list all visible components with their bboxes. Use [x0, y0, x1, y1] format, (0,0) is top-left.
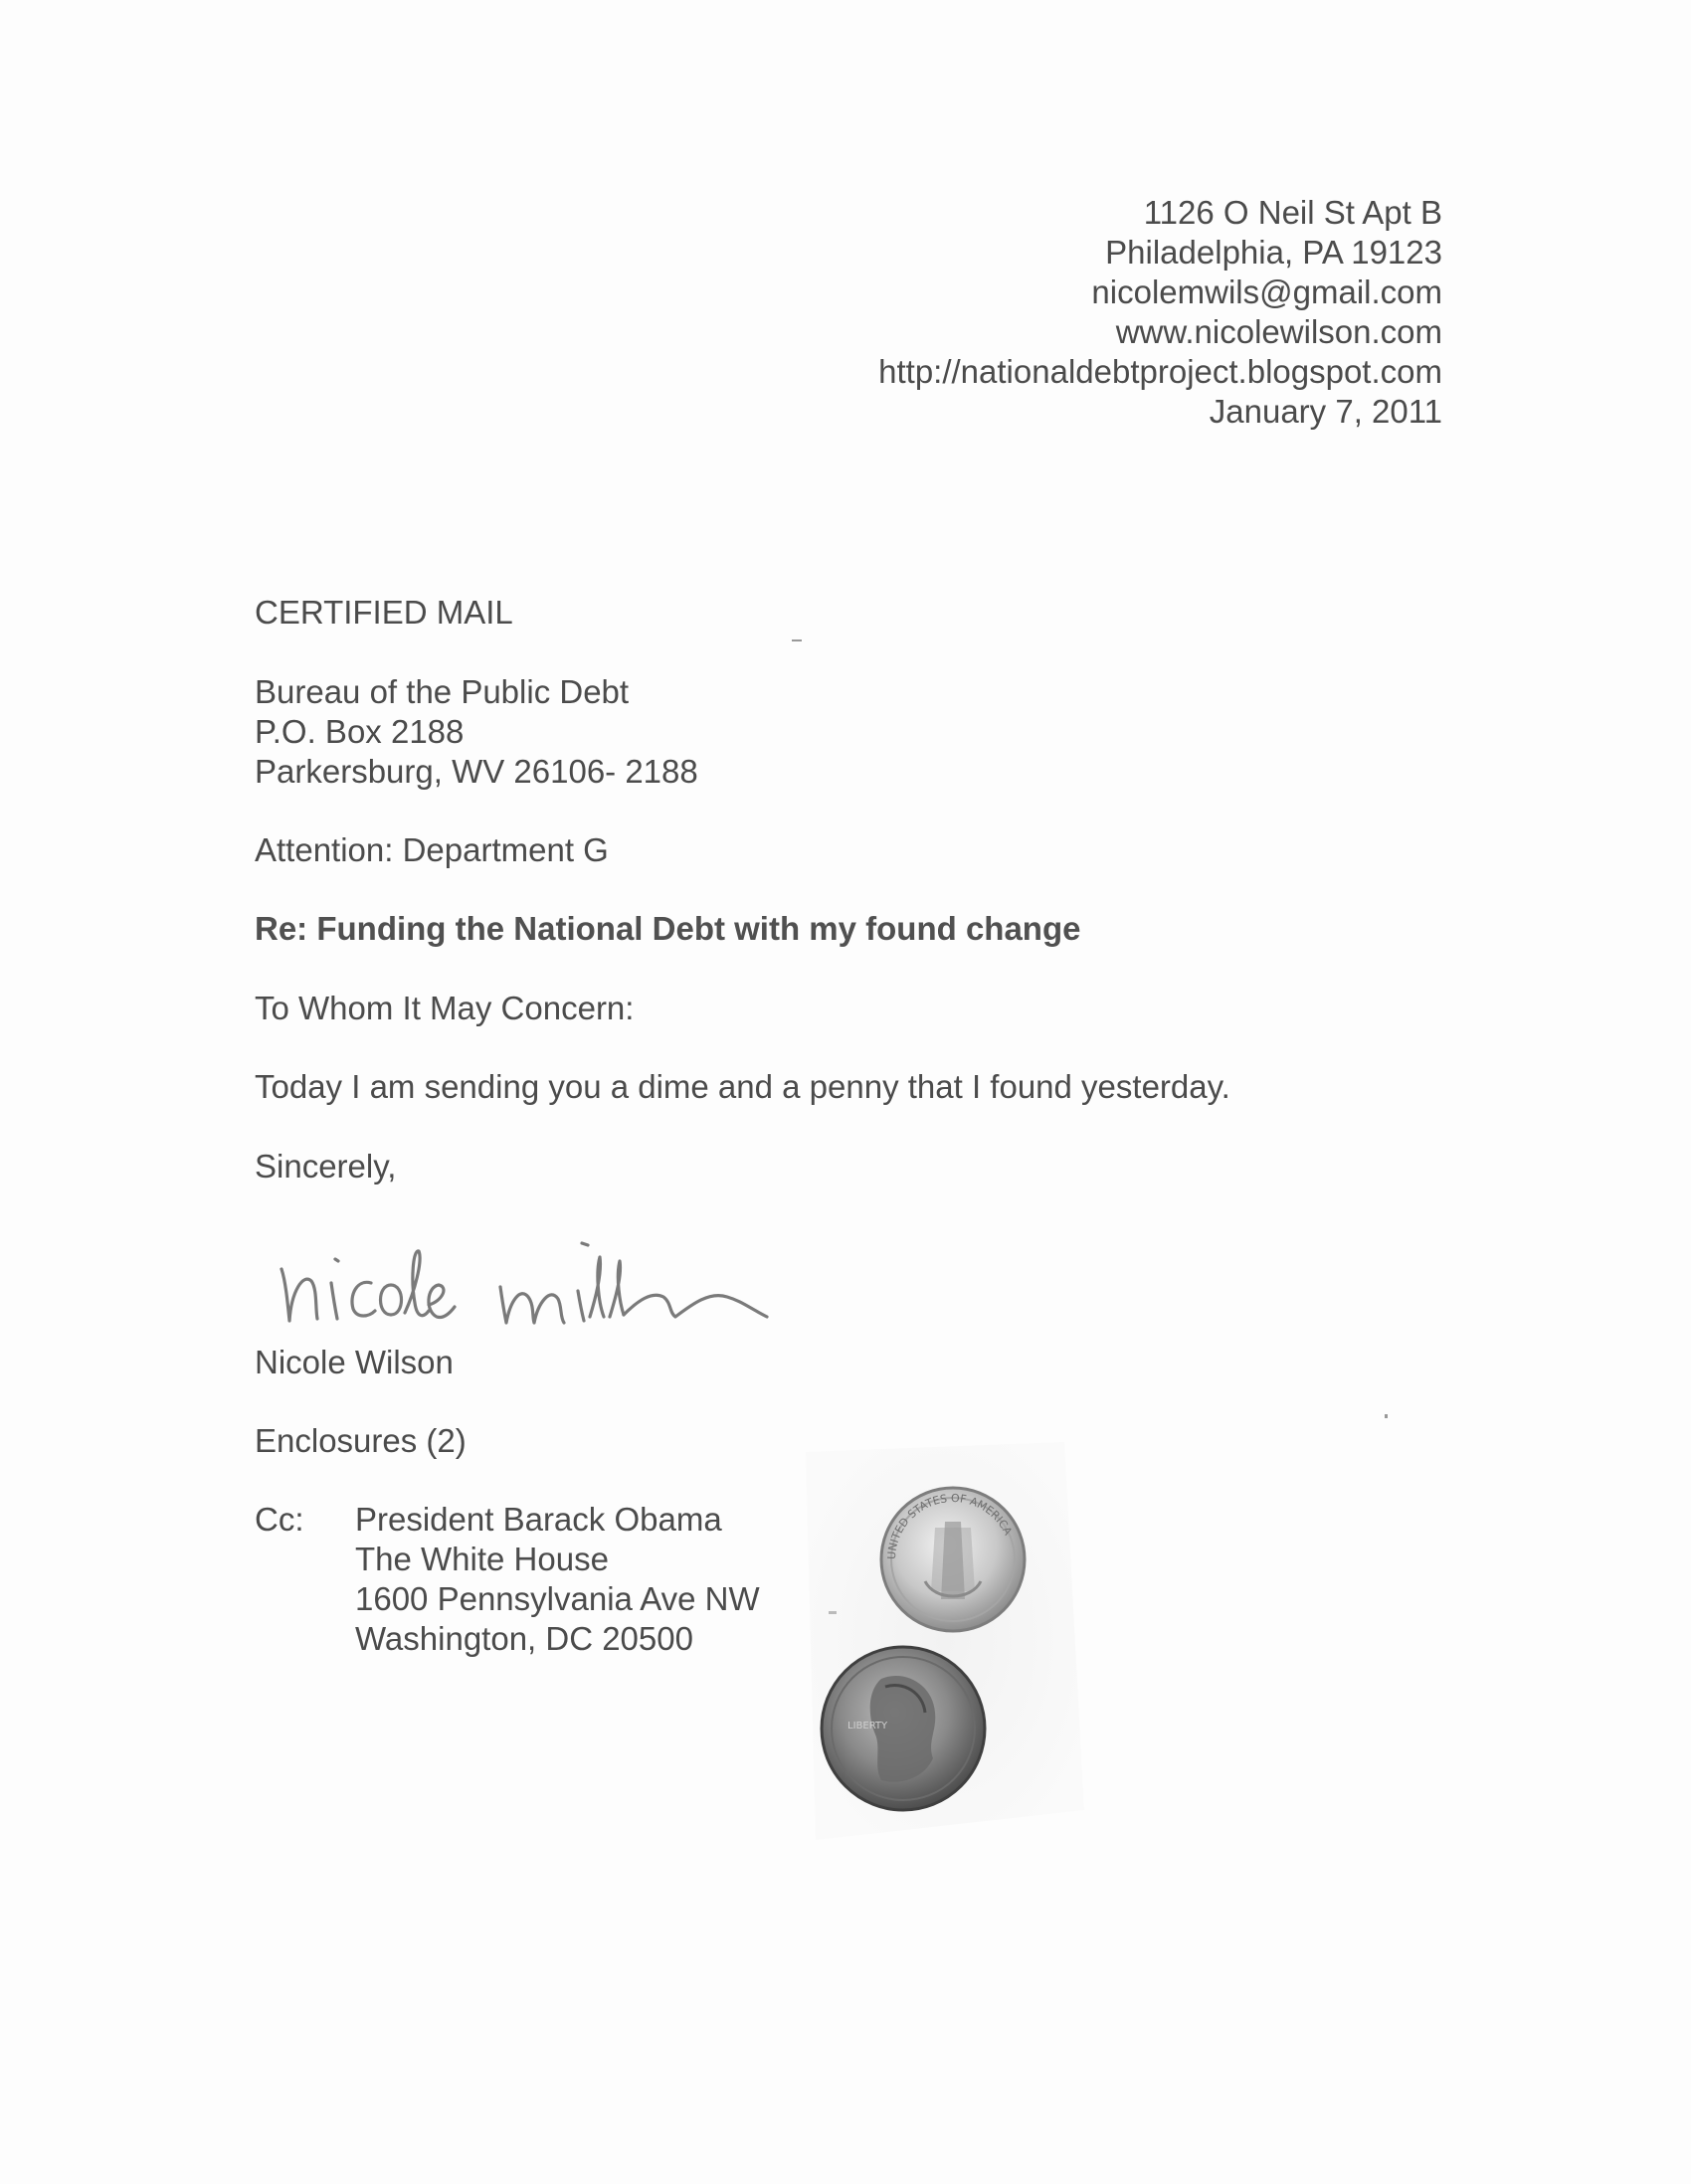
sender-address-line1: 1126 O Neil St Apt B: [1143, 194, 1442, 231]
penny-inscription: LIBERTY: [847, 1721, 888, 1731]
recipient-name: Bureau of the Public Debt: [255, 673, 630, 710]
enclosed-coins-image: [786, 1432, 1094, 1850]
dime-inscription: UNITED STATES OF AMERICA: [884, 1491, 1015, 1560]
attention-line: Attention: Department G: [255, 831, 609, 868]
recipient-po-box: P.O. Box 2188: [255, 713, 465, 750]
scan-speck: [792, 639, 802, 641]
dime-coin: [881, 1488, 1025, 1631]
cc-line: Washington, DC 20500: [355, 1620, 693, 1657]
subject-line: Re: Funding the National Debt with my found change: [255, 910, 1081, 947]
recipient-city-state-zip: Parkersburg, WV 26106- 2188: [255, 753, 698, 790]
scan-speck: [1385, 1414, 1388, 1418]
cc-label: Cc:: [255, 1501, 304, 1538]
cc-line: 1600 Pennsylvania Ave NW: [355, 1580, 760, 1617]
enclosures-line: Enclosures (2): [255, 1422, 467, 1459]
cc-recipient-block: [355, 1500, 760, 1659]
cc-line: President Barack Obama: [355, 1501, 722, 1538]
sender-email: nicolemwils@gmail.com: [1091, 273, 1442, 310]
salutation: To Whom It May Concern:: [255, 990, 635, 1026]
signer-name: Nicole Wilson: [255, 1344, 454, 1380]
handwritten-signature: [274, 1221, 791, 1341]
sender-address-line2: Philadelphia, PA 19123: [1105, 234, 1442, 271]
sender-address-block: [878, 193, 1442, 432]
sender-blog: http://nationaldebtproject.blogspot.com: [878, 353, 1442, 390]
mail-type: CERTIFIED MAIL: [255, 594, 513, 631]
scan-speck: [829, 1611, 837, 1614]
body-paragraph: Today I am sending you a dime and a penny that I found yesterday.: [255, 1068, 1230, 1105]
penny-coin: [822, 1647, 985, 1810]
letter-date: January 7, 2011: [1209, 393, 1442, 430]
closing: Sincerely,: [255, 1148, 397, 1184]
sender-website: www.nicolewilson.com: [1115, 313, 1442, 350]
cc-line: The White House: [355, 1541, 609, 1577]
